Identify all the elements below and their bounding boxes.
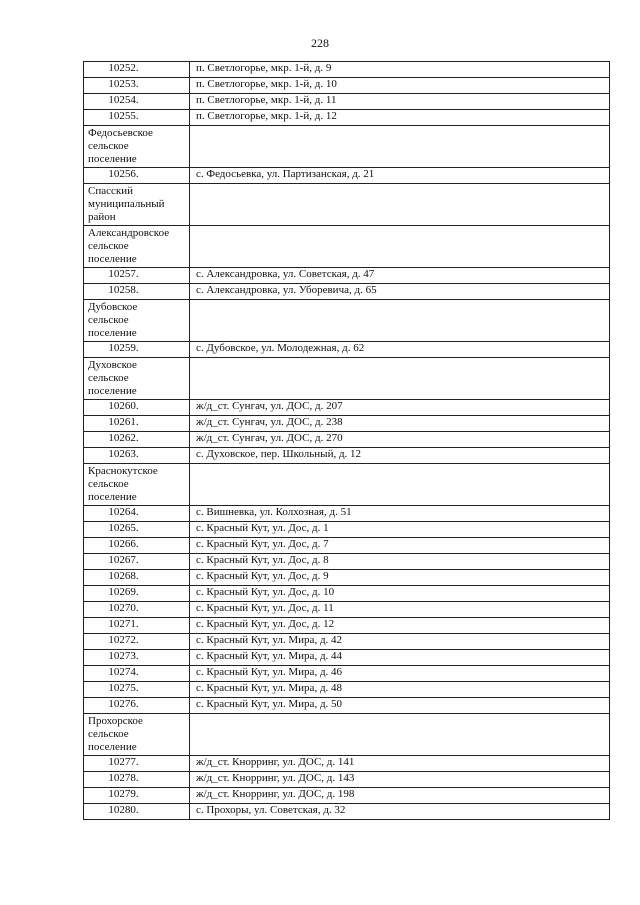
table-row	[84, 62, 610, 78]
entry-address: с. Александровка, ул. Уборевича, д. 65	[190, 284, 610, 300]
table-row	[84, 804, 610, 820]
entry-number: 10277.	[84, 756, 190, 772]
entry-number: 10255.	[84, 110, 190, 126]
section-name-line: поселение	[88, 385, 137, 397]
page-number: 228	[311, 36, 329, 50]
table-row	[84, 94, 610, 110]
entry-number: 10261.	[84, 416, 190, 432]
section-row	[84, 300, 610, 342]
entry-number: 10253.	[84, 78, 190, 94]
entry-number: 10276.	[84, 698, 190, 714]
entry-number: 10256.	[84, 168, 190, 184]
entry-number: 10254.	[84, 94, 190, 110]
section-row	[84, 126, 610, 168]
entry-number: 10263.	[84, 448, 190, 464]
entry-address: с. Красный Кут, ул. Дос, д. 8	[190, 554, 610, 570]
entry-number: 10270.	[84, 602, 190, 618]
section-name-line: сельское	[88, 314, 129, 326]
section-name-line: Спасский	[88, 185, 133, 197]
entry-number: 10260.	[84, 400, 190, 416]
table-row	[84, 650, 610, 666]
section-empty-cell	[190, 464, 610, 506]
section-empty-cell	[190, 184, 610, 226]
section-name	[84, 358, 190, 400]
section-name-line: поселение	[88, 741, 137, 753]
section-row	[84, 358, 610, 400]
table-row	[84, 698, 610, 714]
entry-address: с. Красный Кут, ул. Дос, д. 1	[190, 522, 610, 538]
entry-address: п. Светлогорье, мкр. 1-й, д. 11	[190, 94, 610, 110]
section-name-line: Краснокутское	[88, 465, 158, 477]
entry-number: 10257.	[84, 268, 190, 284]
table-row	[84, 772, 610, 788]
section-row	[84, 184, 610, 226]
section-empty-cell	[190, 714, 610, 756]
entry-address: с. Федосьевка, ул. Партизанская, д. 21	[190, 168, 610, 184]
section-name-line: Дубовское	[88, 301, 138, 313]
section-name-line: поселение	[88, 253, 137, 265]
table-row	[84, 538, 610, 554]
entry-number: 10258.	[84, 284, 190, 300]
section-name-line: сельское	[88, 372, 129, 384]
entry-number: 10262.	[84, 432, 190, 448]
table-row	[84, 506, 610, 522]
entry-address: п. Светлогорье, мкр. 1-й, д. 12	[190, 110, 610, 126]
section-name	[84, 714, 190, 756]
entry-address: с. Дубовское, ул. Молодежная, д. 62	[190, 342, 610, 358]
table-row	[84, 342, 610, 358]
entry-address: с. Красный Кут, ул. Мира, д. 50	[190, 698, 610, 714]
table-row	[84, 284, 610, 300]
entry-number: 10269.	[84, 586, 190, 602]
table-row	[84, 602, 610, 618]
section-name-line: муниципальный	[88, 198, 165, 210]
entry-number: 10268.	[84, 570, 190, 586]
table-row	[84, 168, 610, 184]
section-name	[84, 126, 190, 168]
section-row	[84, 464, 610, 506]
table-row	[84, 788, 610, 804]
entry-number: 10279.	[84, 788, 190, 804]
entry-address: ж/д_ст. Кнорринг, ул. ДОС, д. 143	[190, 772, 610, 788]
entry-number: 10278.	[84, 772, 190, 788]
section-name	[84, 226, 190, 268]
entry-address: с. Красный Кут, ул. Дос, д. 10	[190, 586, 610, 602]
table-row	[84, 268, 610, 284]
entry-number: 10274.	[84, 666, 190, 682]
table-row	[84, 78, 610, 94]
table-row	[84, 570, 610, 586]
entry-number: 10259.	[84, 342, 190, 358]
section-empty-cell	[190, 300, 610, 342]
section-name-line: поселение	[88, 327, 137, 339]
table-row	[84, 756, 610, 772]
entry-address: ж/д_ст. Сунгач, ул. ДОС, д. 207	[190, 400, 610, 416]
entry-address: с. Красный Кут, ул. Дос, д. 12	[190, 618, 610, 634]
section-name-line: Духовское	[88, 359, 137, 371]
entry-address: с. Красный Кут, ул. Дос, д. 9	[190, 570, 610, 586]
entry-number: 10272.	[84, 634, 190, 650]
entry-address: с. Александровка, ул. Советская, д. 47	[190, 268, 610, 284]
entry-address: с. Красный Кут, ул. Дос, д. 11	[190, 602, 610, 618]
entry-address: с. Красный Кут, ул. Мира, д. 48	[190, 682, 610, 698]
section-name-line: Прохорское	[88, 715, 143, 727]
section-name-line: сельское	[88, 240, 129, 252]
table-row	[84, 634, 610, 650]
section-name-line: район	[88, 211, 116, 223]
entry-number: 10267.	[84, 554, 190, 570]
section-name-line: сельское	[88, 728, 129, 740]
entry-address: п. Светлогорье, мкр. 1-й, д. 9	[190, 62, 610, 78]
entry-address: ж/д_ст. Кнорринг, ул. ДОС, д. 198	[190, 788, 610, 804]
entry-number: 10273.	[84, 650, 190, 666]
entry-address: ж/д_ст. Кнорринг, ул. ДОС, д. 141	[190, 756, 610, 772]
section-empty-cell	[190, 126, 610, 168]
table-row	[84, 554, 610, 570]
address-table-body	[84, 62, 610, 820]
table-row	[84, 666, 610, 682]
table-row	[84, 110, 610, 126]
section-row	[84, 714, 610, 756]
entry-number: 10275.	[84, 682, 190, 698]
entry-number: 10252.	[84, 62, 190, 78]
entry-address: ж/д_ст. Сунгач, ул. ДОС, д. 238	[190, 416, 610, 432]
section-name-line: поселение	[88, 491, 137, 503]
entry-address: с. Духовское, пер. Школьный, д. 12	[190, 448, 610, 464]
entry-number: 10265.	[84, 522, 190, 538]
address-table	[83, 61, 610, 820]
entry-address: с. Красный Кут, ул. Мира, д. 42	[190, 634, 610, 650]
entry-address: п. Светлогорье, мкр. 1-й, д. 10	[190, 78, 610, 94]
entry-address: ж/д_ст. Сунгач, ул. ДОС, д. 270	[190, 432, 610, 448]
table-row	[84, 400, 610, 416]
table-row	[84, 618, 610, 634]
entry-address: с. Красный Кут, ул. Мира, д. 46	[190, 666, 610, 682]
section-row	[84, 226, 610, 268]
section-name-line: Федосьевское	[88, 127, 153, 139]
entry-address: с. Прохоры, ул. Советская, д. 32	[190, 804, 610, 820]
section-empty-cell	[190, 226, 610, 268]
table-row	[84, 448, 610, 464]
section-name	[84, 300, 190, 342]
section-name-line: Александровское	[88, 227, 170, 239]
entry-address: с. Красный Кут, ул. Дос, д. 7	[190, 538, 610, 554]
entry-number: 10271.	[84, 618, 190, 634]
section-empty-cell	[190, 358, 610, 400]
section-name	[84, 464, 190, 506]
entry-address: с. Красный Кут, ул. Мира, д. 44	[190, 650, 610, 666]
section-name-line: сельское	[88, 140, 129, 152]
table-row	[84, 682, 610, 698]
section-name-line: поселение	[88, 153, 137, 165]
entry-number: 10264.	[84, 506, 190, 522]
entry-number: 10280.	[84, 804, 190, 820]
table-row	[84, 416, 610, 432]
section-name-line: сельское	[88, 478, 129, 490]
table-row	[84, 522, 610, 538]
table-row	[84, 432, 610, 448]
table-row	[84, 586, 610, 602]
entry-address: с. Вишневка, ул. Колхозная, д. 51	[190, 506, 610, 522]
entry-number: 10266.	[84, 538, 190, 554]
section-name	[84, 184, 190, 226]
